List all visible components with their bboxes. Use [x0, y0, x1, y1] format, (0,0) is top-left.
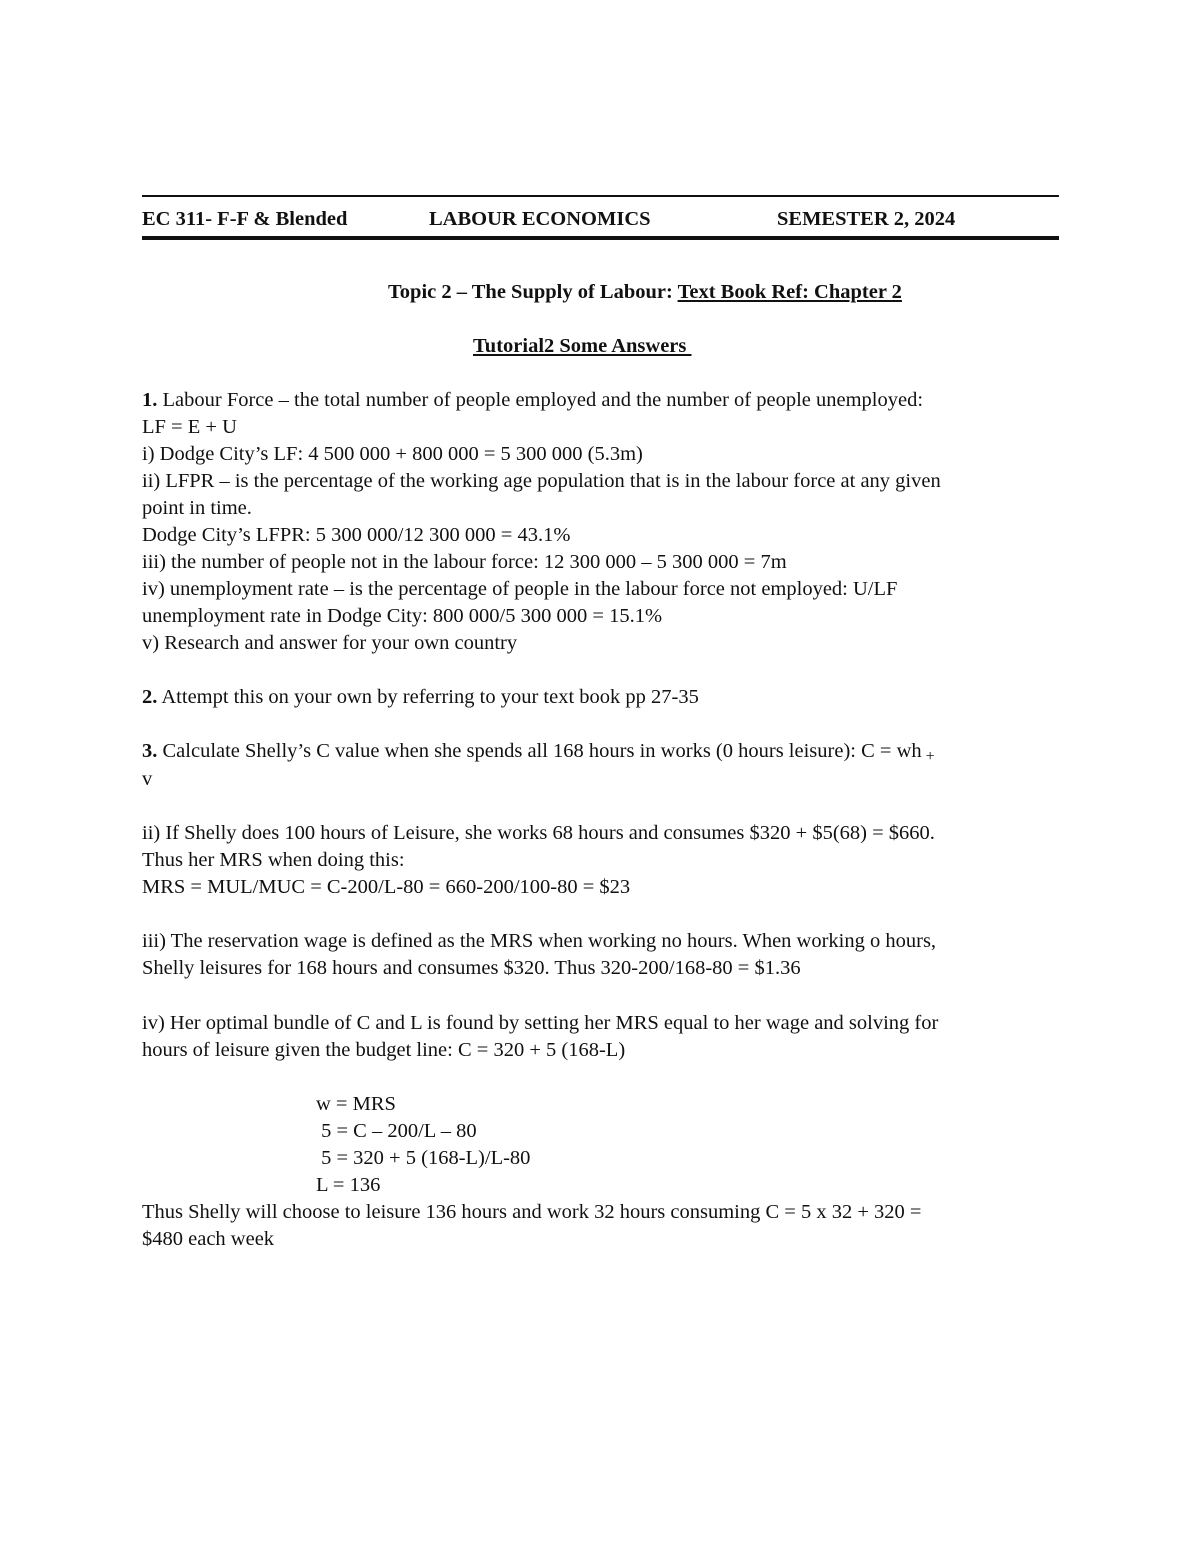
- q2-number: 2.: [142, 686, 158, 708]
- q1-line-4: ii) LFPR – is the percentage of the working age population that is in the labour force at any given: [142, 470, 941, 492]
- header-top-rule: [142, 195, 1059, 197]
- q1-line-10: v) Research and answer for your own country: [142, 632, 518, 654]
- equation-2: 5 = C – 200/L – 80: [316, 1120, 477, 1142]
- q3-ii-line-1: ii) If Shelly does 100 hours of Leisure, she works 68 hours and consumes $320 + $5(68) = $660.: [142, 822, 935, 844]
- semester-label: SEMESTER 2, 2024: [777, 208, 956, 230]
- tutorial-title: Tutorial2 Some Answers: [473, 335, 692, 357]
- course-code: EC 311- F-F & Blended: [142, 208, 348, 230]
- topic-prefix: Topic 2 – The Supply of Labour:: [388, 281, 678, 303]
- q3-number: 3.: [142, 740, 158, 762]
- conclusion-line-2: $480 each week: [142, 1228, 275, 1250]
- q3-line-2: v: [142, 768, 153, 790]
- q3-ii-line-3: MRS = MUL/MUC = C-200/L-80 = 660-200/100-80 = $23: [142, 876, 631, 898]
- equation-3: 5 = 320 + 5 (168-L)/L-80: [316, 1147, 531, 1169]
- q3-iv-line-1: iv) Her optimal bundle of C and L is found by setting her MRS equal to her wage and solving for: [142, 1012, 939, 1034]
- q1-number: 1.: [142, 389, 158, 411]
- topic-heading: [388, 279, 902, 306]
- q1-line-1: 1. Labour Force – the total number of people employed and the number of people unemployed:: [142, 389, 924, 411]
- q1-line-9: unemployment rate in Dodge City: 800 000/5 300 000 = 15.1%: [142, 605, 663, 627]
- q3-line-1: 3. Calculate Shelly’s C value when she spends all 168 hours in works (0 hours leisure): C = wh +: [142, 740, 935, 765]
- textbook-ref: Text Book Ref: Chapter 2: [677, 281, 902, 303]
- q1-line-5: point in time.: [142, 497, 252, 519]
- q3-iii-line-1: iii) The reservation wage is defined as the MRS when working no hours. When working o hours,: [142, 930, 937, 952]
- header-bottom-rule: [142, 236, 1059, 240]
- document-header: [142, 206, 1059, 236]
- q1-line-8: iv) unemployment rate – is the percentage of people in the labour force not employed: U/LF: [142, 578, 898, 600]
- q1-line-2: LF = E + U: [142, 416, 237, 438]
- q3-iii-line-2: Shelly leisures for 168 hours and consumes $320. Thus 320-200/168-80 = $1.36: [142, 957, 801, 979]
- conclusion-line-1: Thus Shelly will choose to leisure 136 hours and work 32 hours consuming C = 5 x 32 + 320 =: [142, 1201, 922, 1223]
- equation-1: w = MRS: [316, 1093, 396, 1115]
- q1-line-6: Dodge City’s LFPR: 5 300 000/12 300 000 = 43.1%: [142, 524, 571, 546]
- subject-title: LABOUR ECONOMICS: [429, 208, 651, 230]
- equation-4: L = 136: [316, 1174, 381, 1196]
- q1-line-3: i) Dodge City’s LF: 4 500 000 + 800 000 = 5 300 000 (5.3m): [142, 443, 643, 465]
- q2-line: 2. Attempt this on your own by referring to your text book pp 27-35: [142, 686, 699, 708]
- q3-iv-line-2: hours of leisure given the budget line: C = 320 + 5 (168-L): [142, 1039, 626, 1061]
- q3-ii-line-2: Thus her MRS when doing this:: [142, 849, 405, 871]
- q1-line-7: iii) the number of people not in the labour force: 12 300 000 – 5 300 000 = 7m: [142, 551, 787, 573]
